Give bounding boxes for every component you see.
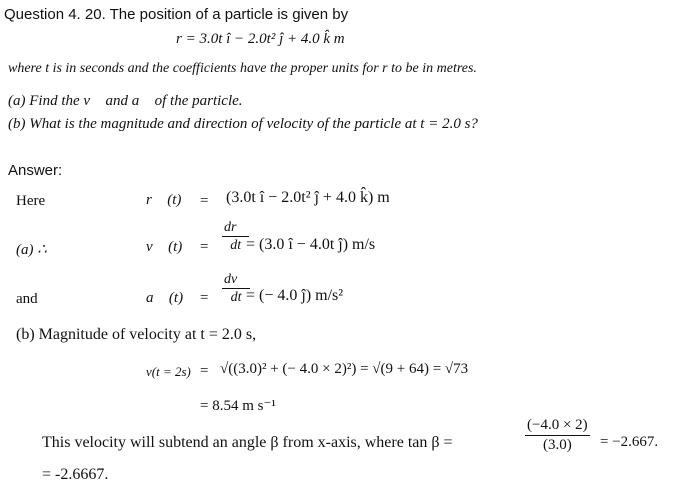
equals-sign-3: = <box>200 290 209 306</box>
question-heading: Question 4. 20. The position of a particle is given by <box>4 6 349 23</box>
dv-denominator: dt <box>230 290 242 306</box>
equals-sign-2: = <box>200 239 209 255</box>
position-rhs: (3.0t î − 2.0t² ĵ + 4.0 k̂) m <box>226 189 390 206</box>
question-note: where t is in seconds and the coefficients have the proper units for r to be in metres. <box>8 61 477 76</box>
dv-numerator: dv⃗ <box>222 272 250 289</box>
dr-denominator: dt <box>230 238 242 254</box>
and-label: and <box>16 291 38 307</box>
part-a-label: (a) ∴ <box>16 242 47 258</box>
velocity-magnitude-rhs: √((3.0)² + (− 4.0 × 2)²) = √(9 + 64) = √73 <box>220 361 469 377</box>
position-lhs: r⃗ (t) <box>146 192 182 208</box>
velocity-magnitude-lhs: v(t = 2s) <box>146 364 191 379</box>
tan-numerator: (−4.0 × 2) <box>525 417 590 436</box>
equals-sign-1: = <box>200 193 209 209</box>
equals-sign-4: = <box>200 363 209 379</box>
dr-numerator: dr⃗ <box>222 220 249 237</box>
acceleration-rhs: = (− 4.0 ĵ) m/s² <box>246 287 344 304</box>
velocity-rhs: = (3.0 î − 4.0t ĵ) m/s <box>246 236 376 253</box>
velocity-magnitude-value: = 8.54 m s⁻¹ <box>200 398 276 414</box>
acceleration-lhs: a⃗ (t) <box>146 290 184 306</box>
question-part-a: (a) Find the v⃗ and a⃗ of the particle. <box>8 93 243 109</box>
tan-result: = −2.667. <box>600 434 659 450</box>
question-part-b: (b) What is the magnitude and direction of velocity of the particle at t = 2.0 s? <box>8 116 478 132</box>
angle-text: This velocity will subtend an angle β from x-axis, where tan β = <box>42 434 453 451</box>
answer-label: Answer: <box>8 162 63 179</box>
part-b-line: (b) Magnitude of velocity at t = 2.0 s, <box>16 326 257 343</box>
position-equation: r = 3.0t î − 2.0t² ĵ + 4.0 k̂ m <box>176 31 345 47</box>
here-label: Here <box>16 193 46 209</box>
tan-fraction <box>525 417 590 453</box>
tan-denominator: (3.0) <box>542 436 572 453</box>
velocity-lhs: v⃗ (t) <box>146 239 183 255</box>
final-value: = -2.6667. <box>42 466 109 483</box>
